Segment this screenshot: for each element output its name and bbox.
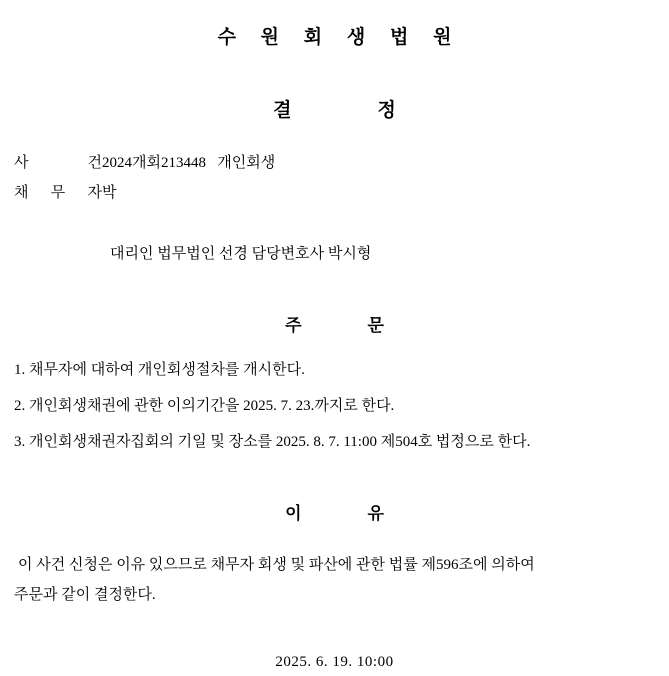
case-label-char-2: 건 [87,155,102,171]
debtor-label-char-1: 채 [14,184,29,201]
reason-heading [14,499,655,524]
debtor-label-char-3: 자 [87,184,102,201]
order-heading-right: 문 [367,315,384,335]
order-heading [14,311,655,336]
reason-heading-right: 유 [367,503,384,523]
order-item: 1. 채무자에 대하여 개인회생절차를 개시한다. [14,361,305,378]
order-heading-left: 주 [285,315,302,335]
reason-line: 주문과 같이 결정한다. [14,586,156,603]
reason-heading-left: 이 [285,503,302,523]
reason-line: 이 사건 신청은 이유 있으므로 채무자 회생 및 파산에 관한 법률 제596조에 의하여 [18,556,535,573]
order-item: 2. 개인회생채권에 관한 이의기간을 2025. 7. 23.까지로 한다. [14,397,395,414]
decision-date: 2025. 6. 19. 10:00 [275,653,394,670]
debtor-value: 박 [102,184,117,201]
document-page [0,22,669,676]
case-number-label [14,156,102,172]
debtor-label-char-2: 무 [50,184,66,201]
document-title [14,95,655,122]
case-label-char-1: 사 [14,155,29,171]
debtor-label [14,186,102,202]
document-title-right: 정 [377,100,396,121]
case-number-row [14,156,655,172]
order-list [14,358,655,451]
court-name: 수 원 회 생 법 원 [217,27,462,48]
debtor-row [14,186,655,202]
reason-body [14,550,655,610]
attorney-line: 대리인 법무법인 선경 담당변호사 박시형 [110,245,372,262]
document-title-left: 결 [273,100,292,121]
case-number-value: 2024개회213448 개인회생 [102,155,276,171]
order-item: 3. 개인회생채권자집회의 기일 및 장소를 2025. 8. 7. 11:00 제504호 법정으로 한다. [14,433,531,450]
case-info-block [14,156,655,202]
